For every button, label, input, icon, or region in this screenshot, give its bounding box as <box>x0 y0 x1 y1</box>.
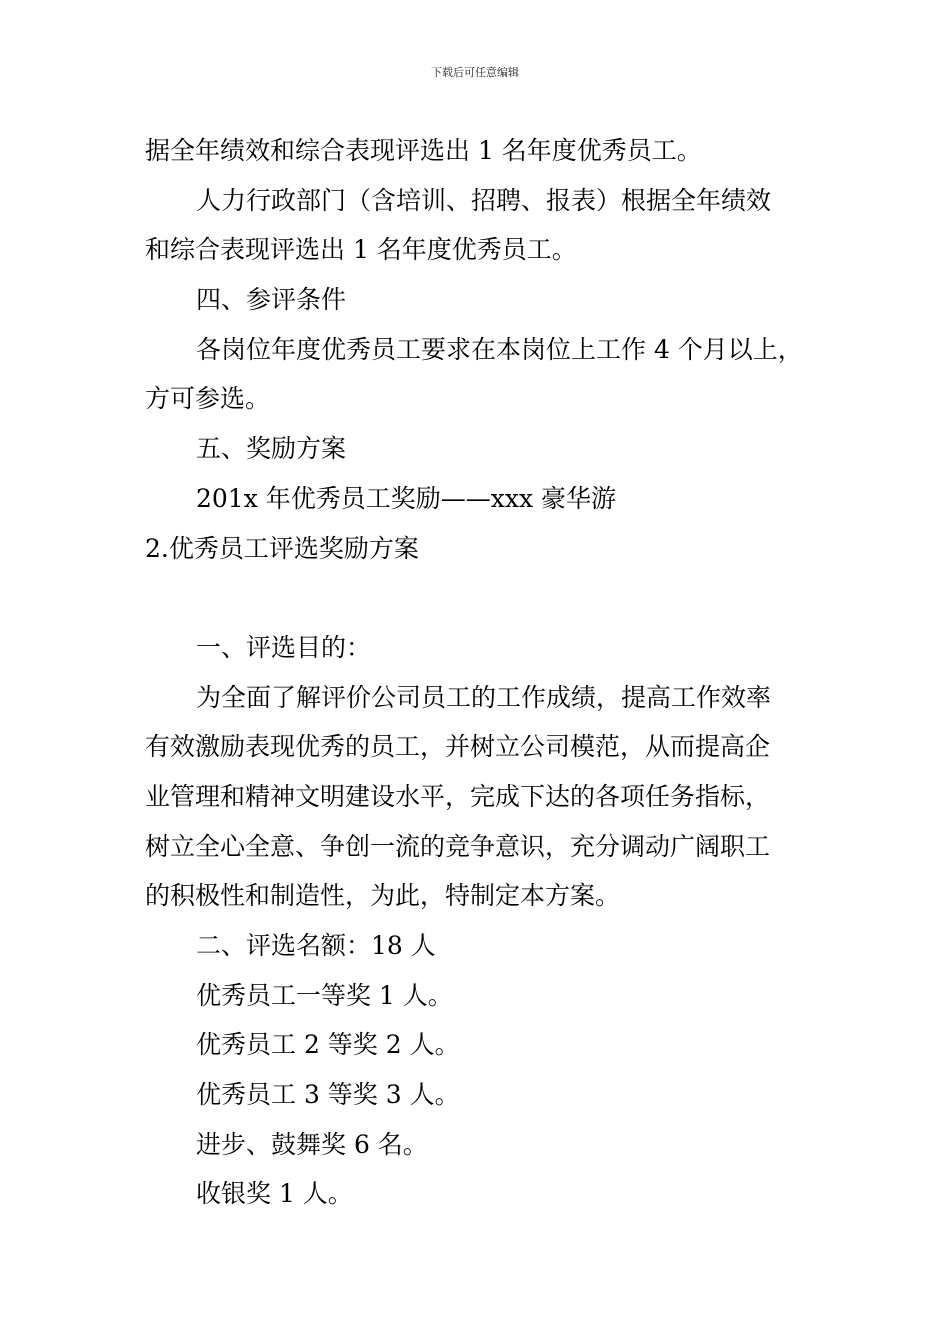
section-heading: 五、奖励方案 <box>196 434 347 464</box>
document-title: 2.优秀员工评选奖励方案 <box>145 533 419 563</box>
paragraph-line: 为全面了解评价公司员工的工作成绩，提高工作效率 <box>196 682 772 712</box>
section-heading: 四、参评条件 <box>196 285 347 315</box>
section-heading: 二、评选名额：18 人 <box>196 931 436 960</box>
list-item: 优秀员工 3 等奖 3 人。 <box>196 1080 460 1110</box>
blank-line <box>145 573 810 623</box>
page-header: 下载后可任意编辑 <box>431 66 519 79</box>
paragraph-line: 的积极性和制造性，为此，特制定本方案。 <box>145 881 621 911</box>
document-body <box>145 126 810 1219</box>
paragraph-line: 业管理和精神文明建设水平，完成下达的各项任务指标， <box>145 781 771 811</box>
list-item: 优秀员工一等奖 1 人。 <box>196 980 453 1010</box>
paragraph-line: 和综合表现评选出 1 名年度优秀员工。 <box>145 235 577 265</box>
list-item: 优秀员工 2 等奖 2 人。 <box>196 1030 460 1060</box>
paragraph-line: 有效激励表现优秀的员工，并树立公司模范，从而提高企 <box>145 732 771 762</box>
paragraph-line: 人力行政部门（含培训、招聘、报表）根据全年绩效 <box>196 185 772 215</box>
list-item: 进步、鼓舞奖 6 名。 <box>196 1129 428 1159</box>
paragraph-line: 树立全心全意、争创一流的竞争意识，充分调动广阔职工 <box>145 831 771 861</box>
list-item: 收银奖 1 人。 <box>196 1179 353 1209</box>
paragraph-line: 各岗位年度优秀员工要求在本岗位上工作 4 个月以上， <box>196 334 803 364</box>
section-heading: 一、评选目的： <box>196 632 372 662</box>
paragraph-line: 方可参选。 <box>145 384 271 414</box>
paragraph-line: 据全年绩效和综合表现评选出 1 名年度优秀员工。 <box>145 136 702 165</box>
paragraph-line: 201x 年优秀员工奖励——xxx 豪华游 <box>196 483 617 513</box>
